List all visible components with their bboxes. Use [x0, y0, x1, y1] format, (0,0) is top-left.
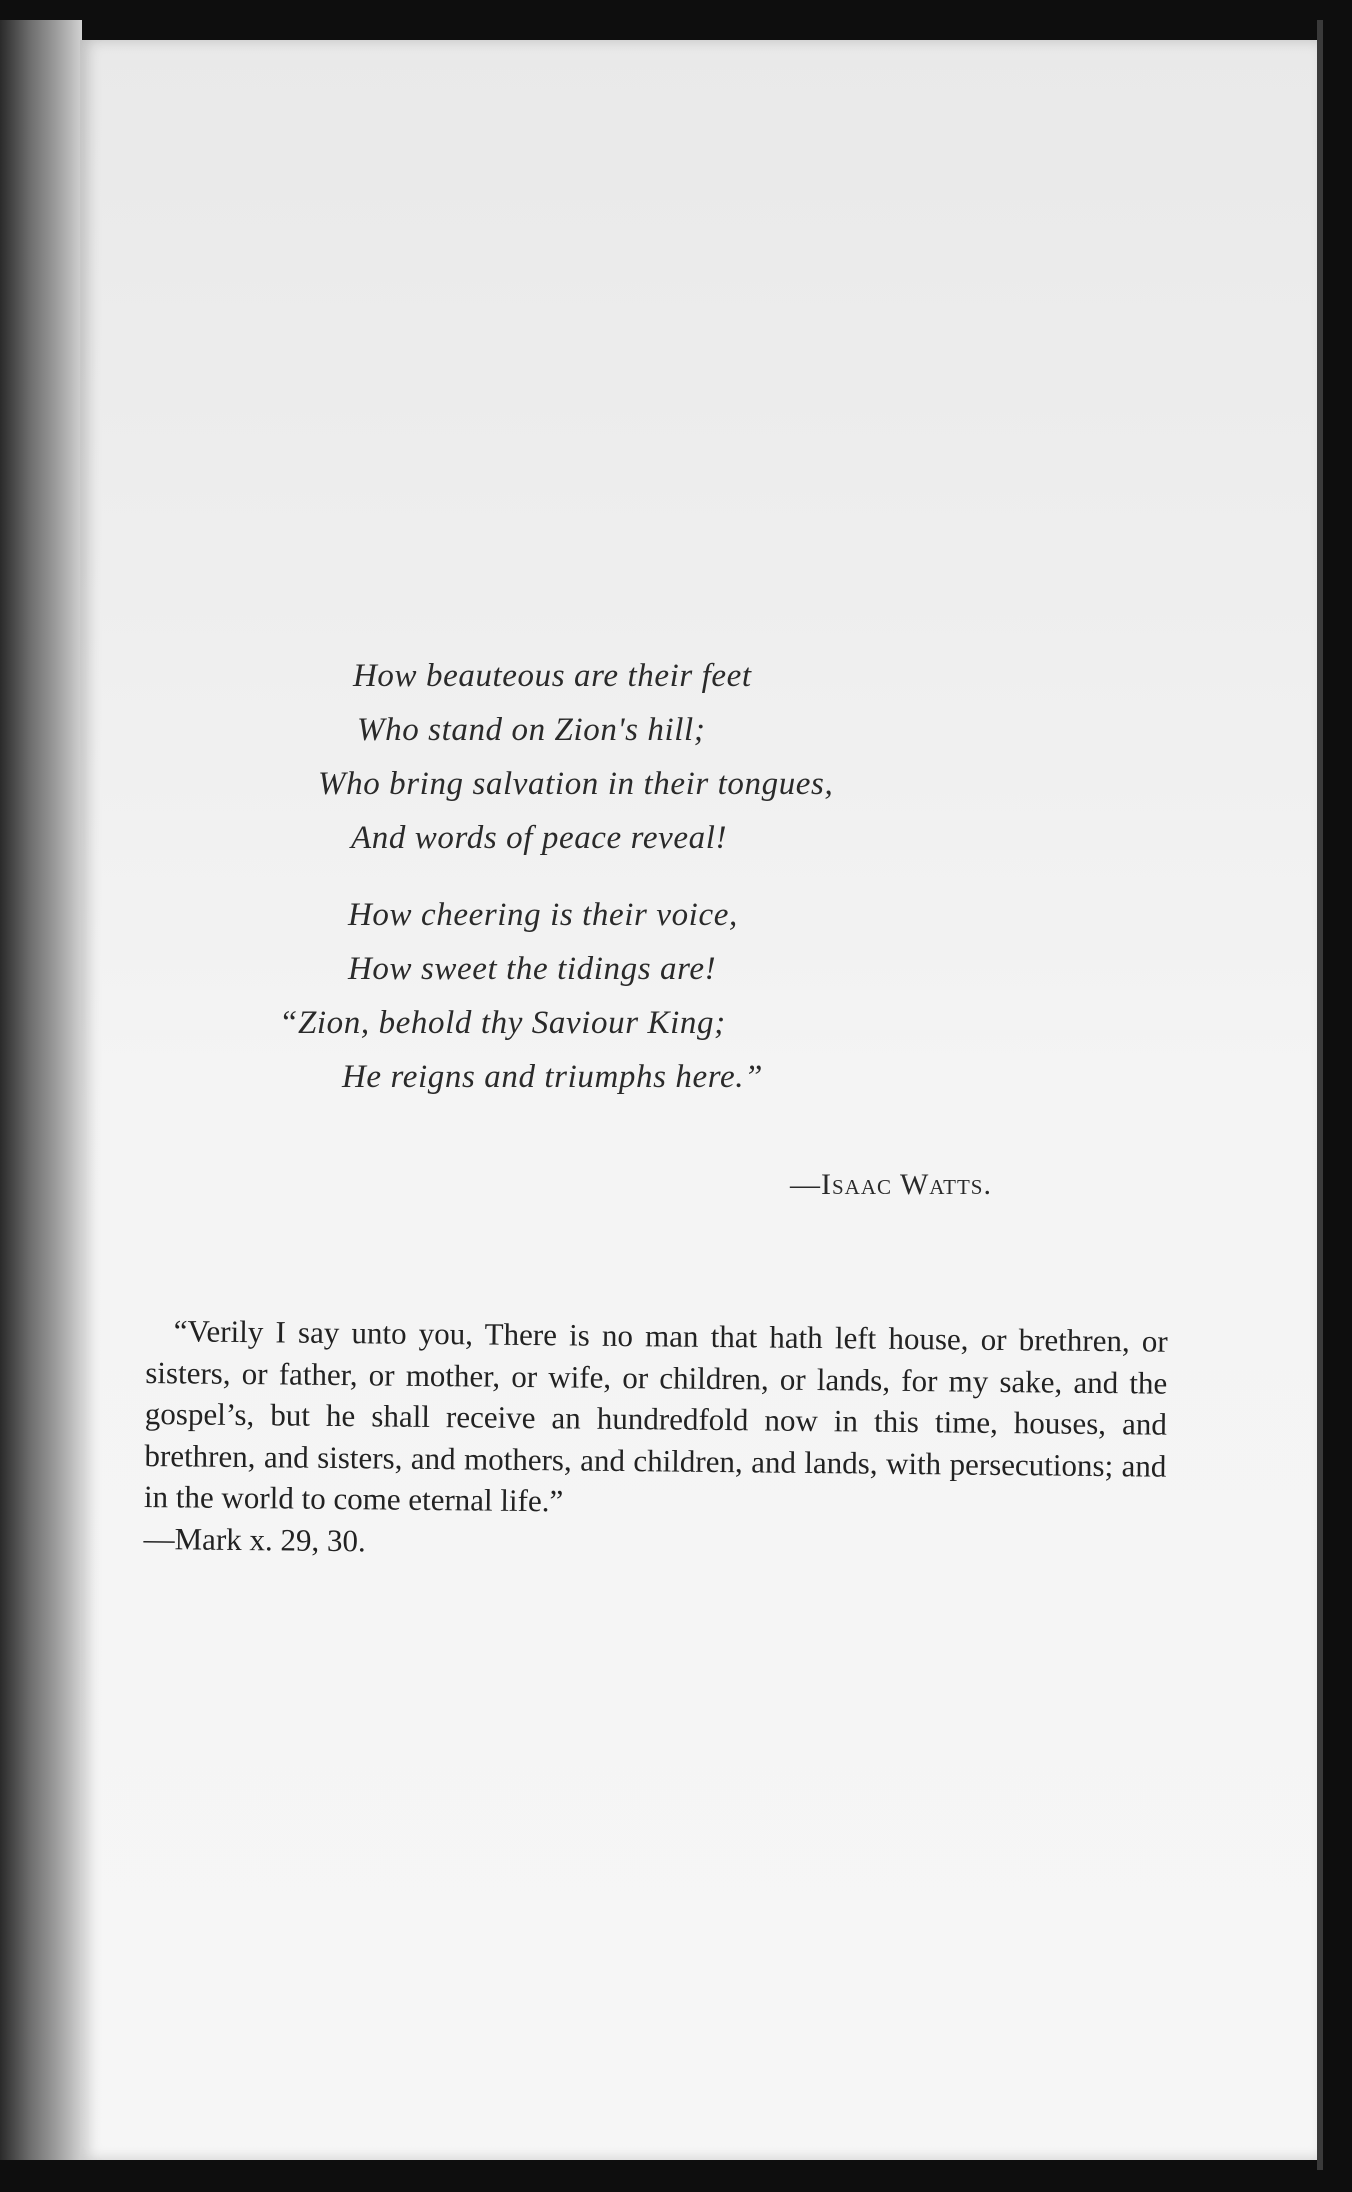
poem-line: How cheering is their voice, [348, 897, 738, 933]
poem-line: “Zion, behold thy Saviour King; [279, 1005, 726, 1041]
scripture-quote [143, 1310, 1168, 1570]
poem-line: How beauteous are their feet [353, 658, 752, 694]
poem-line: And words of peace reveal! [351, 820, 728, 856]
scripture-reference: —Mark x. 29, 30. [143, 1520, 366, 1558]
poem-line: Who bring salvation in their tongues, [318, 766, 834, 802]
poem-attribution: —Isaac Watts. [790, 1168, 992, 1201]
poem-line: Who stand on Zion's hill; [357, 712, 706, 748]
book-spine-edge [0, 20, 82, 2160]
poem [80, 40, 1317, 2160]
scripture-text: “Verily I say unto you, There is no man that hath left house, or brethren, or sisters, or father, or mother, or wife, or children, or lands, for my sake, and the gospel’s, but he shall receive an hundredfold now in this time, houses, and brethren, and sisters, and mothers, and children, and lands, with persecutions; and in the world to come eternal life.” [143, 1313, 1168, 1519]
page-right-edge [1317, 20, 1323, 2170]
book-page [80, 40, 1317, 2160]
poem-line: How sweet the tidings are! [348, 951, 717, 987]
poem-line: He reigns and triumphs here.” [342, 1059, 764, 1095]
